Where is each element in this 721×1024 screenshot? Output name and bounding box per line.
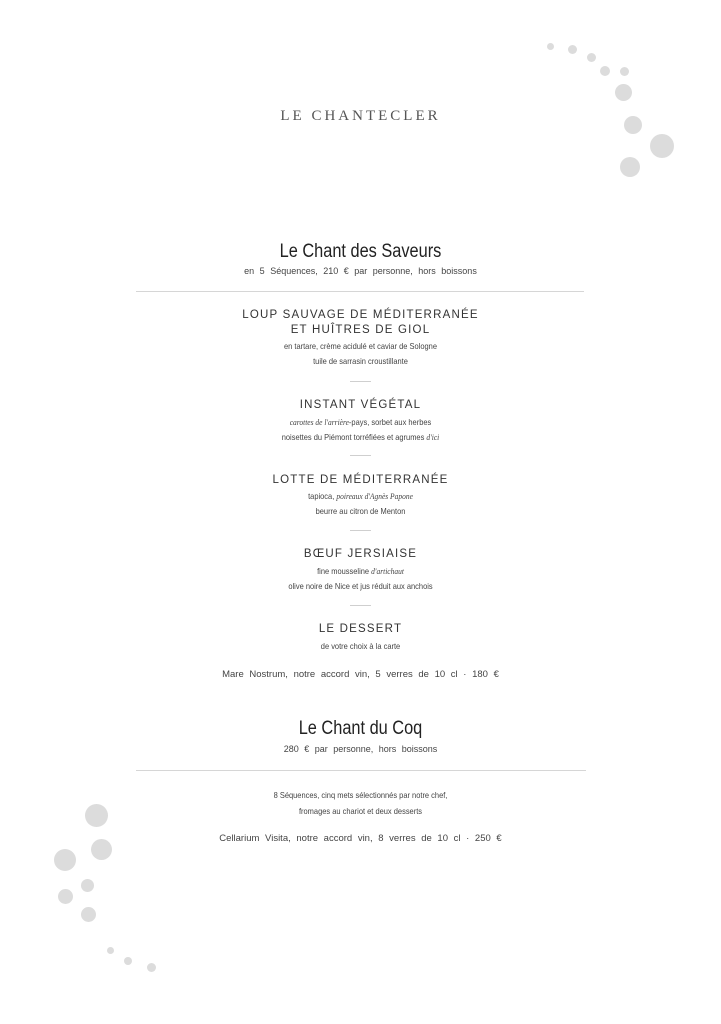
wine-pairing: Mare Nostrum, notre accord vin, 5 verres de 10 cl · 180 € — [222, 669, 499, 680]
menu-description: 8 Séquences, cinq mets sélectionnés par notre chef, — [273, 790, 448, 800]
course-name: BŒUF JERSIAISE — [303, 548, 418, 560]
decorative-dot — [600, 66, 610, 76]
course-name: LOUP SAUVAGE DE MÉDITERRANÉE — [242, 309, 479, 321]
menu-subtitle: 280 € par personne, hors boissons — [283, 744, 438, 754]
menu-subtitle: en 5 Séquences, 210 € par personne, hors boissons — [244, 266, 477, 276]
divider — [136, 770, 586, 771]
decorative-dot — [587, 53, 596, 62]
course-description: carottes de l'arrière-pays, sorbet aux herbes — [289, 417, 432, 427]
course-separator — [350, 605, 371, 606]
menu-title: Le Chant des Saveurs — [279, 241, 442, 262]
course-description: fine mousseline d'artichaut — [317, 566, 404, 576]
decorative-dot — [81, 879, 94, 892]
decorative-dot — [615, 84, 632, 101]
divider — [136, 291, 584, 292]
course-name: INSTANT VÉGÉTAL — [299, 399, 422, 411]
decorative-dot — [547, 43, 554, 50]
course-separator — [350, 530, 371, 531]
course-description: tapioca, poireaux d'Agnès Papone — [308, 491, 413, 501]
menu-title: Le Chant du Coq — [298, 718, 423, 739]
menu-description: fromages au chariot et deux desserts — [298, 806, 423, 816]
decorative-dot — [81, 907, 96, 922]
decorative-dot — [54, 849, 76, 871]
decorative-dot — [620, 157, 640, 177]
brand-logo-text: LE CHANTECLER — [280, 108, 441, 124]
course-description: olive noire de Nice et jus réduit aux anchois — [288, 581, 433, 591]
course-separator — [350, 455, 371, 456]
course-separator — [350, 381, 371, 382]
decorative-dot — [124, 957, 132, 965]
course-name: ET HUÎTRES DE GIOL — [290, 324, 431, 336]
decorative-dot — [107, 947, 114, 954]
decorative-dot — [620, 67, 629, 76]
course-description: tuile de sarrasin croustillante — [313, 356, 408, 366]
course-description: noisettes du Piémont torréfiées et agrumes d'ici — [281, 432, 440, 442]
decorative-dot — [568, 45, 577, 54]
course-description: beurre au citron de Menton — [315, 506, 406, 516]
course-name: LE DESSERT — [318, 623, 403, 635]
course-name: LOTTE DE MÉDITERRANÉE — [272, 474, 449, 486]
wine-pairing: Cellarium Visita, notre accord vin, 8 verres de 10 cl · 250 € — [219, 833, 502, 844]
course-description: de votre choix à la carte — [320, 641, 401, 651]
decorative-dot — [650, 134, 674, 158]
decorative-dot — [58, 889, 73, 904]
decorative-dot — [147, 963, 156, 972]
course-description: en tartare, crème acidulé et caviar de Sologne — [283, 341, 438, 351]
